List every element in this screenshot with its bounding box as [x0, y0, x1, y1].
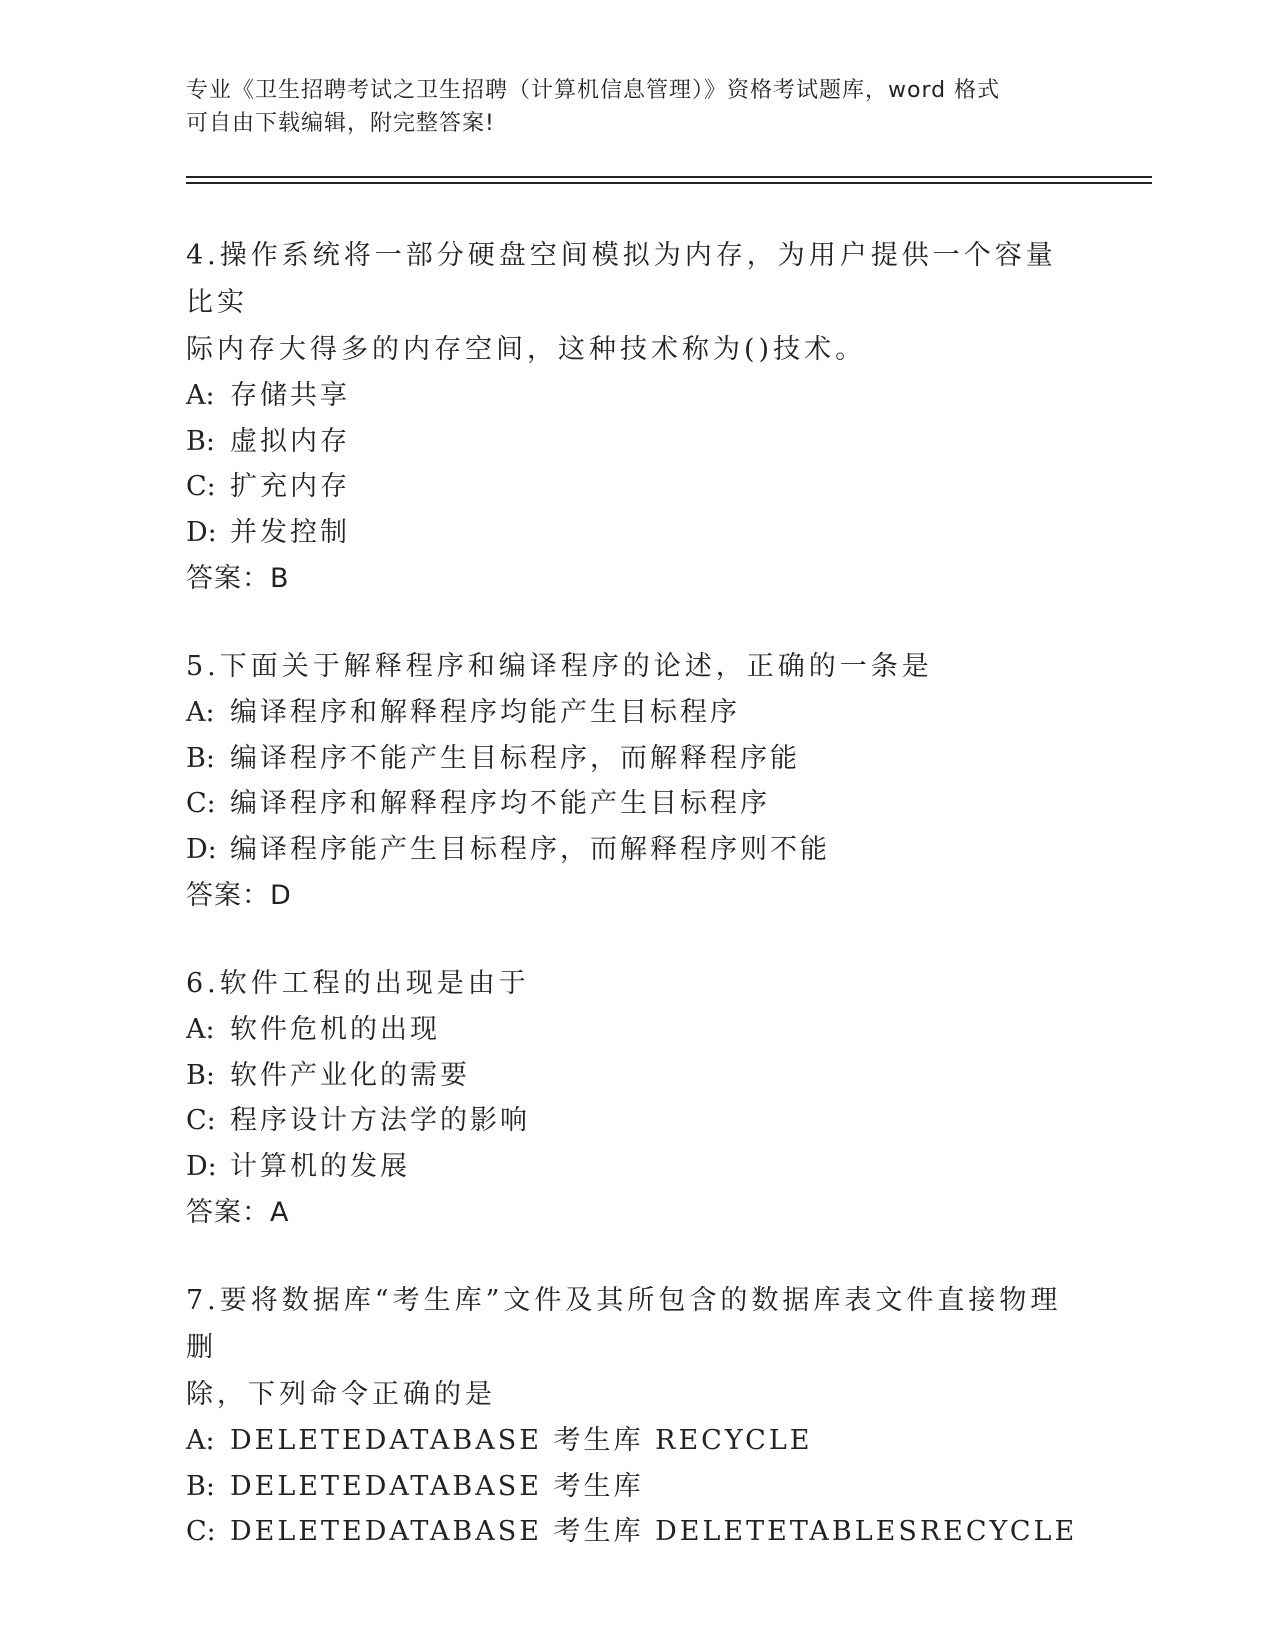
document-header [186, 74, 1066, 140]
option-d: D: 并发控制 [186, 516, 350, 548]
option-c: C: 扩充内存 [186, 471, 350, 502]
option-c: C: DELETEDATABASE 考生库 DELETETABLESRECYCLE [186, 1516, 1078, 1547]
option-c: C: 编译程序和解释程序均不能产生目标程序 [186, 788, 770, 819]
answer-text: 答案：A [186, 1197, 290, 1228]
question-list [186, 232, 1086, 1595]
question-7 [186, 1277, 1086, 1555]
option-a: A: 编译程序和解释程序均能产生目标程序 [186, 697, 740, 728]
header-line-1: 专业《卫生招聘考试之卫生招聘（计算机信息管理）》资格考试题库，word 格式 [186, 78, 1001, 103]
option-b: B: 编译程序不能产生目标程序，而解释程序能 [186, 742, 800, 774]
option-d: D: 编译程序能产生目标程序，而解释程序则不能 [186, 833, 830, 865]
question-4 [186, 232, 1086, 603]
question-stem: 5.下面关于解释程序和编译程序的论述，正确的一条是 [186, 651, 933, 682]
header-line-2: 可自由下载编辑，附完整答案! [186, 111, 495, 136]
option-d: D: 计算机的发展 [186, 1150, 410, 1182]
option-b: B: 软件产业化的需要 [186, 1059, 470, 1091]
answer-text: 答案：D [186, 880, 292, 911]
option-b: B: DELETEDATABASE 考生库 [186, 1470, 644, 1502]
option-b: B: 虚拟内存 [186, 425, 350, 457]
question-stem: 6.软件工程的出现是由于 [186, 968, 530, 999]
option-a: A: 软件危机的出现 [186, 1014, 440, 1045]
question-stem: 4.操作系统将一部分硬盘空间模拟为内存，为用户提供一个容量比实 际内存大得多的内存空间，这种技术称为()技术。 [186, 240, 1057, 365]
question-6 [186, 960, 1086, 1237]
answer-text: 答案：B [186, 563, 290, 594]
option-a: A: DELETEDATABASE 考生库 RECYCLE [186, 1425, 813, 1456]
option-c: C: 程序设计方法学的影响 [186, 1105, 530, 1136]
question-5 [186, 643, 1086, 920]
header-rule-bottom [186, 182, 1152, 184]
question-stem: 7.要将数据库“考生库”文件及其所包含的数据库表文件直接物理删 除，下列命令正确的是 [186, 1285, 1062, 1410]
option-a: A: 存储共享 [186, 380, 350, 411]
header-rule-top [186, 176, 1152, 178]
